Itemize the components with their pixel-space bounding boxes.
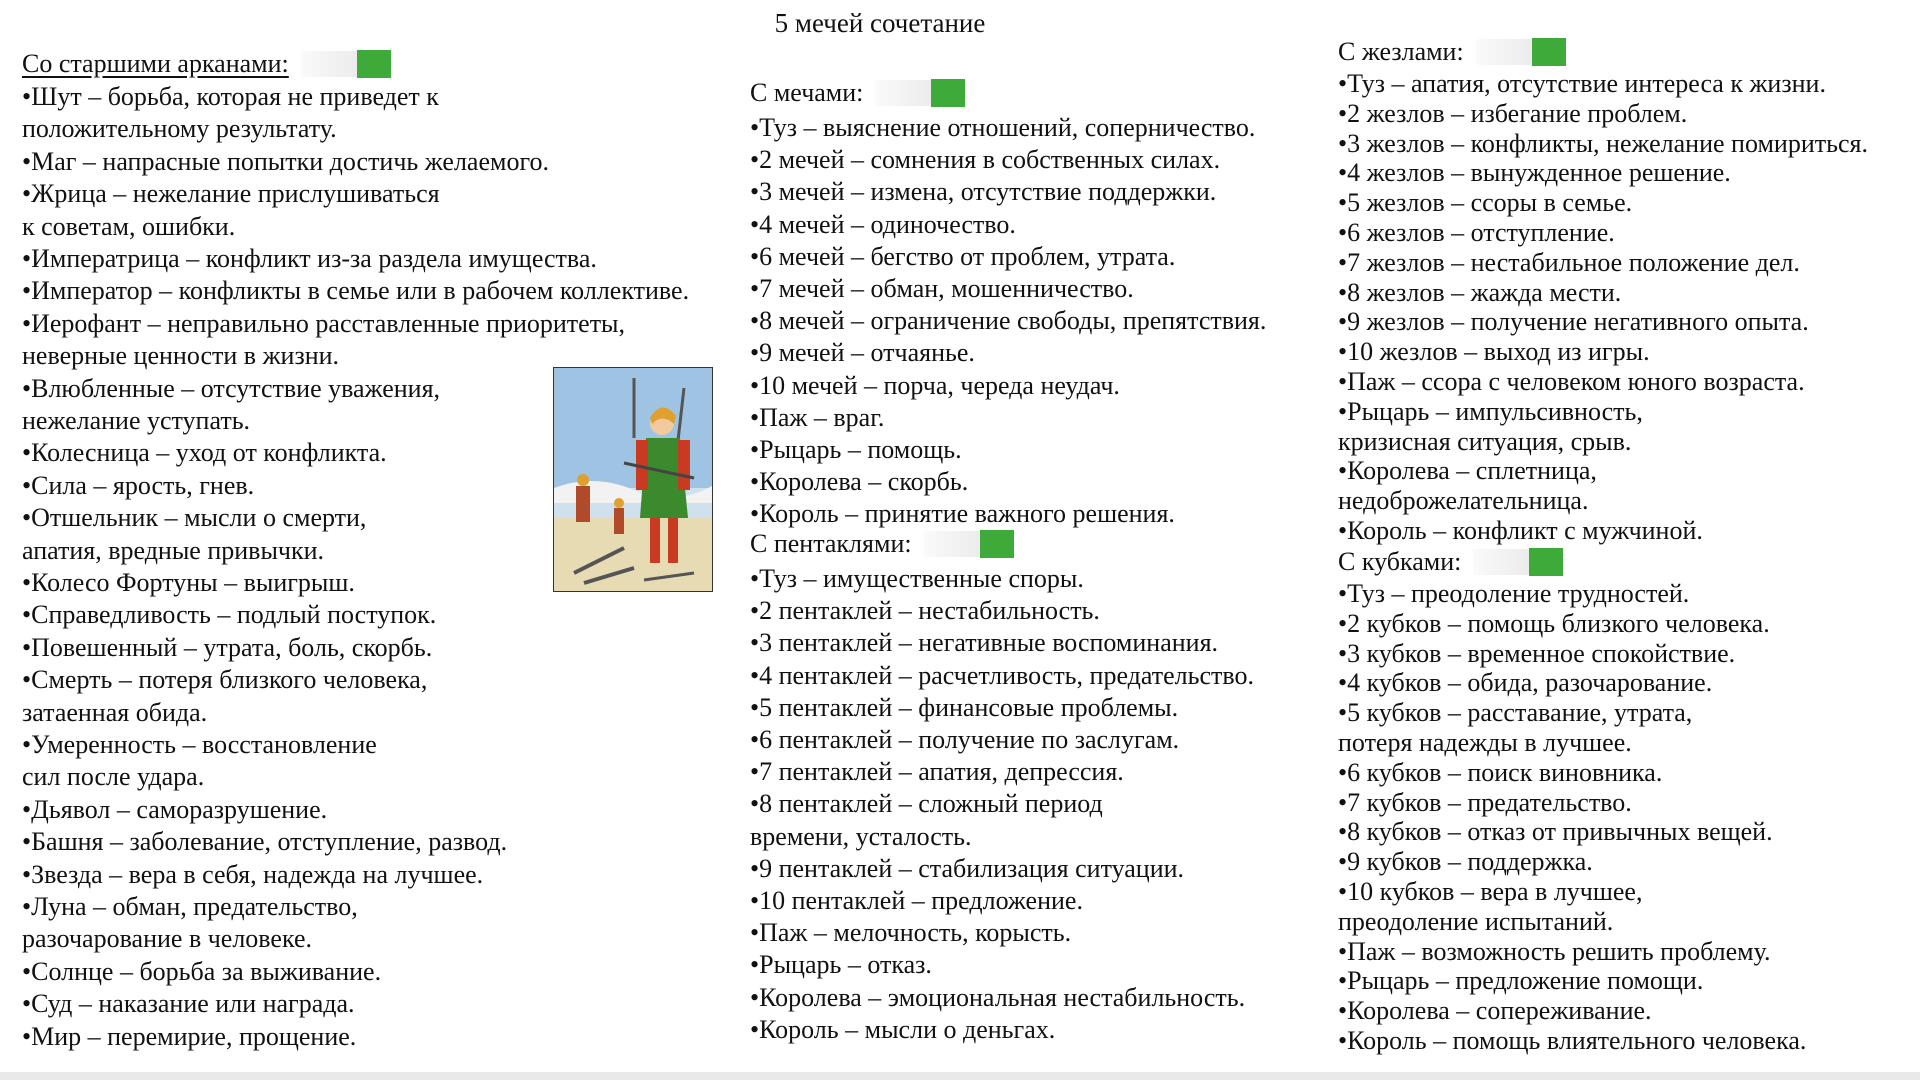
pentacles-line: •5 пентаклей – финансовые проблемы. bbox=[750, 692, 1179, 722]
major-line: •Повешенный – утрата, боль, скорбь. bbox=[22, 632, 433, 662]
green-marker-icon bbox=[1476, 38, 1566, 66]
pentacles-line: •4 пентаклей – расчетливость, предательство. bbox=[750, 660, 1254, 690]
wands-line: •Король – конфликт с мужчиной. bbox=[1338, 516, 1703, 545]
page-title: 5 мечей сочетание bbox=[774, 8, 986, 38]
wands-line: •Паж – ссора с человеком юного возраста. bbox=[1338, 367, 1805, 396]
green-marker-icon bbox=[924, 530, 1014, 558]
major-line: •Император – конфликты в семье или в рабочем коллективе. bbox=[22, 276, 690, 306]
major-line: положительному результату. bbox=[22, 114, 337, 144]
cups-line: потеря надежды в лучшее. bbox=[1338, 728, 1632, 757]
pentacles-line: •Паж – мелочность, корысть. bbox=[750, 918, 1072, 948]
pentacles-heading bbox=[750, 529, 1014, 559]
green-marker-icon bbox=[875, 79, 965, 107]
wands-line: •4 жезлов – вынужденное решение. bbox=[1338, 158, 1731, 188]
major-line: •Шут – борьба, которая не приведет к bbox=[22, 82, 439, 111]
wands-line: •6 жезлов – отступление. bbox=[1338, 218, 1615, 247]
major-line: •Колесо Фортуны – выигрыш. bbox=[22, 568, 355, 597]
major-line: сил после удара. bbox=[22, 762, 205, 792]
bottom-divider bbox=[0, 1072, 1920, 1080]
pentacles-line: •7 пентаклей – апатия, депрессия. bbox=[750, 757, 1124, 787]
cups-line: •Король – помощь влиятельного человека. bbox=[1338, 1026, 1807, 1055]
swords-line: •2 мечей – сомнения в собственных силах. bbox=[750, 145, 1221, 175]
swords-line: •9 мечей – отчаянье. bbox=[750, 338, 975, 368]
swords-heading bbox=[750, 78, 965, 108]
green-marker-icon bbox=[301, 50, 391, 78]
major-line: •Звезда – вера в себя, надежда на лучшее. bbox=[22, 859, 484, 889]
swords-line: •4 мечей – одиночество. bbox=[750, 209, 1016, 239]
wands-line: •5 жезлов – ссоры в семье. bbox=[1338, 188, 1633, 218]
pentacles-line: •Король – мысли о деньгах. bbox=[750, 1014, 1056, 1044]
cups-heading-text: С кубками: bbox=[1338, 547, 1462, 576]
major-line: •Мир – перемирие, прощение. bbox=[22, 1021, 357, 1051]
wands-line: •2 жезлов – избегание проблем. bbox=[1338, 98, 1688, 128]
major-line: •Отшельник – мысли о смерти, bbox=[22, 503, 367, 533]
major-line: •Справедливость – подлый поступок. bbox=[22, 600, 437, 630]
five-of-swords-card-icon bbox=[553, 367, 713, 592]
swords-line: •Туз – выяснение отношений, соперничество. bbox=[750, 113, 1256, 142]
swords-heading-text: С мечами: bbox=[750, 78, 864, 107]
cups-line: преодоление испытаний. bbox=[1338, 906, 1614, 936]
major-line: •Суд – наказание или награда. bbox=[22, 989, 355, 1019]
major-line: •Башня – заболевание, отступление, развод. bbox=[22, 827, 508, 857]
swords-line: •8 мечей – ограничение свободы, препятствия. bbox=[750, 306, 1267, 336]
major-line: •Умеренность – восстановление bbox=[22, 730, 377, 759]
cups-line: •4 кубков – обида, разочарование. bbox=[1338, 668, 1713, 698]
cups-line: •8 кубков – отказ от привычных вещей. bbox=[1338, 817, 1773, 847]
wands-line: •8 жезлов – жажда мести. bbox=[1338, 277, 1622, 307]
pentacles-line: •Туз – имущественные споры. bbox=[750, 564, 1084, 593]
cups-line: •Паж – возможность решить проблему. bbox=[1338, 936, 1771, 966]
wands-line: •7 жезлов – нестабильное положение дел. bbox=[1338, 247, 1800, 277]
major-line: затаенная обида. bbox=[22, 697, 208, 727]
major-line: •Влюбленные – отсутствие уважения, bbox=[22, 373, 441, 403]
cups-line: •2 кубков – помощь близкого человека. bbox=[1338, 608, 1770, 638]
major-line: разочарование в человеке. bbox=[22, 924, 312, 954]
pentacles-line: •8 пентаклей – сложный период bbox=[750, 789, 1103, 819]
pentacles-line: •6 пентаклей – получение по заслугам. bbox=[750, 725, 1180, 754]
major-line: •Жрица – нежелание прислушиваться bbox=[22, 179, 440, 209]
major-line: •Колесница – уход от конфликта. bbox=[22, 438, 387, 468]
major-line: •Смерть – потеря близкого человека, bbox=[22, 665, 428, 695]
major-line: неверные ценности в жизни. bbox=[22, 341, 340, 371]
cups-line: •7 кубков – предательство. bbox=[1338, 787, 1632, 817]
cups-line: •6 кубков – поиск виновника. bbox=[1338, 757, 1663, 787]
cups-heading bbox=[1338, 547, 1563, 577]
major-arcana-heading bbox=[22, 49, 391, 79]
swords-line: •Король – принятие важного решения. bbox=[750, 499, 1175, 529]
cups-line: •Туз – преодоление трудностей. bbox=[1338, 579, 1690, 608]
wands-line: недоброжелательница. bbox=[1338, 486, 1589, 516]
wands-line: •9 жезлов – получение негативного опыта. bbox=[1338, 307, 1809, 337]
wands-heading bbox=[1338, 37, 1566, 67]
wands-line: •Королева – сплетница, bbox=[1338, 456, 1597, 486]
cups-line: •5 кубков – расставание, утрата, bbox=[1338, 698, 1693, 728]
swords-line: •7 мечей – обман, мошенничество. bbox=[750, 274, 1134, 303]
swords-line: •6 мечей – бегство от проблем, утрата. bbox=[750, 241, 1176, 271]
wands-line: •Рыцарь – импульсивность, bbox=[1338, 396, 1643, 426]
major-line: •Императрица – конфликт из-за раздела имущества. bbox=[22, 244, 597, 273]
major-line: •Солнце – борьба за выживание. bbox=[22, 956, 382, 986]
pentacles-line: •3 пентаклей – негативные воспоминания. bbox=[750, 628, 1219, 658]
swords-line: •10 мечей – порча, череда неудач. bbox=[750, 370, 1120, 400]
major-line: •Дьявол – саморазрушение. bbox=[22, 794, 328, 824]
cups-line: •Рыцарь – предложение помощи. bbox=[1338, 966, 1704, 996]
major-arcana-heading-text: Со старшими арканами: bbox=[22, 49, 289, 78]
wands-line: кризисная ситуация, срыв. bbox=[1338, 426, 1632, 456]
major-line: апатия, вредные привычки. bbox=[22, 535, 325, 565]
major-line: нежелание уступать. bbox=[22, 406, 251, 435]
pentacles-line: •2 пентаклей – нестабильность. bbox=[750, 596, 1100, 626]
swords-line: •3 мечей – измена, отсутствие поддержки. bbox=[750, 177, 1217, 207]
major-line: к советам, ошибки. bbox=[22, 211, 236, 241]
wands-line: •3 жезлов – конфликты, нежелание помириться. bbox=[1338, 128, 1868, 158]
wands-line: •Туз – апатия, отсутствие интереса к жизни. bbox=[1338, 69, 1826, 98]
major-line: •Сила – ярость, гнев. bbox=[22, 470, 255, 500]
cups-line: •3 кубков – временное спокойствие. bbox=[1338, 638, 1736, 668]
pentacles-line: времени, усталость. bbox=[750, 821, 972, 851]
wands-line: •10 жезлов – выход из игры. bbox=[1338, 337, 1650, 367]
cups-line: •9 кубков – поддержка. bbox=[1338, 847, 1593, 877]
cups-line: •10 кубков – вера в лучшее, bbox=[1338, 877, 1643, 906]
swords-line: •Королева – скорбь. bbox=[750, 467, 969, 497]
pentacles-line: •9 пентаклей – стабилизация ситуации. bbox=[750, 853, 1185, 883]
major-line: •Иерофант – неправильно расставленные приоритеты, bbox=[22, 308, 626, 338]
pentacles-heading-text: С пентаклями: bbox=[750, 529, 912, 558]
green-marker-icon bbox=[1473, 548, 1563, 576]
pentacles-line: •10 пентаклей – предложение. bbox=[750, 886, 1083, 915]
major-line: •Луна – обман, предательство, bbox=[22, 892, 358, 921]
swords-line: •Паж – враг. bbox=[750, 402, 885, 432]
pentacles-line: •Рыцарь – отказ. bbox=[750, 950, 932, 980]
wands-heading-text: С жезлами: bbox=[1338, 37, 1464, 66]
major-line: •Маг – напрасные попытки достичь желаемого. bbox=[22, 146, 549, 176]
swords-line: •Рыцарь – помощь. bbox=[750, 435, 962, 464]
pentacles-line: •Королева – эмоциональная нестабильность. bbox=[750, 982, 1246, 1012]
cups-line: •Королева – сопереживание. bbox=[1338, 996, 1652, 1026]
